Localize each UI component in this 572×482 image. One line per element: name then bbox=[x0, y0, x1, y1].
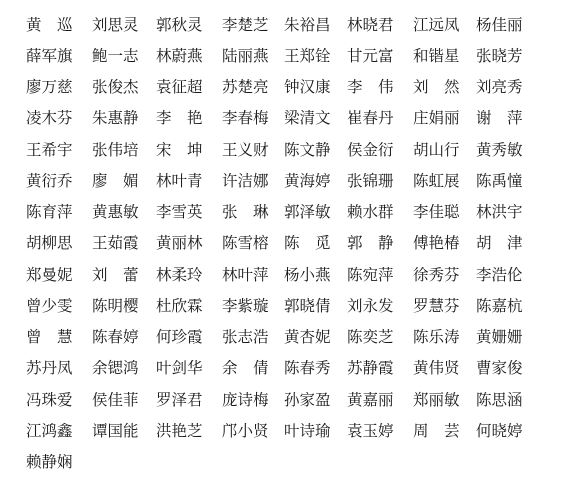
name-entry: 陈虹展 bbox=[413, 172, 460, 190]
name-row bbox=[26, 449, 556, 475]
name-entry: 李浩伦 bbox=[476, 266, 523, 284]
name-entry: 郑曼妮 bbox=[26, 266, 73, 284]
name-entry: 袁征超 bbox=[156, 78, 203, 96]
name-entry: 鲍一志 bbox=[92, 47, 139, 65]
name-entry: 陈春秀 bbox=[284, 359, 331, 377]
name-entry: 罗泽君 bbox=[156, 391, 203, 409]
name-entry: 林柔玲 bbox=[156, 266, 203, 284]
name-row bbox=[26, 324, 556, 350]
name-entry: 钟汉康 bbox=[284, 78, 331, 96]
name-entry: 梁清文 bbox=[284, 109, 331, 127]
name-entry: 郭秋灵 bbox=[156, 16, 203, 34]
name-row bbox=[26, 293, 556, 319]
name-row bbox=[26, 137, 556, 163]
name-row bbox=[26, 168, 556, 194]
name-entry: 刘亮秀 bbox=[476, 78, 523, 96]
name-entry: 黄海婷 bbox=[284, 172, 331, 190]
name-entry: 黄姗姗 bbox=[476, 328, 523, 346]
name-entry: 苏楚亮 bbox=[222, 78, 269, 96]
name-entry: 侯佳菲 bbox=[92, 391, 139, 409]
name-entry: 王希宇 bbox=[26, 141, 73, 159]
name-row bbox=[26, 199, 556, 225]
name-entry: 黄伟贤 bbox=[413, 359, 460, 377]
name-entry: 刘永发 bbox=[347, 297, 394, 315]
name-entry: 张俊杰 bbox=[92, 78, 139, 96]
name-entry: 叶剑华 bbox=[156, 359, 203, 377]
name-entry: 李春梅 bbox=[222, 109, 269, 127]
name-entry: 郑丽敏 bbox=[413, 391, 460, 409]
name-entry: 黄丽林 bbox=[156, 234, 203, 252]
name-entry: 李楚芝 bbox=[222, 16, 269, 34]
name-entry: 胡 津 bbox=[476, 234, 523, 252]
name-entry: 余锶鸿 bbox=[92, 359, 139, 377]
name-entry: 陈雪榕 bbox=[222, 234, 269, 252]
name-entry: 张锦珊 bbox=[347, 172, 394, 190]
name-entry: 陈育萍 bbox=[26, 203, 73, 221]
name-entry: 薛军旗 bbox=[26, 47, 73, 65]
name-entry: 陆丽燕 bbox=[222, 47, 269, 65]
name-entry: 王茹霞 bbox=[92, 234, 139, 252]
name-entry: 袁玉婷 bbox=[347, 422, 394, 440]
name-entry: 傅艳椿 bbox=[413, 234, 460, 252]
name-entry: 陈奕芝 bbox=[347, 328, 394, 346]
name-entry: 陈 觅 bbox=[284, 234, 331, 252]
name-entry: 陈宛萍 bbox=[347, 266, 394, 284]
name-entry: 洪艳芝 bbox=[156, 422, 203, 440]
name-entry: 侯金衍 bbox=[347, 141, 394, 159]
name-entry: 黄衍乔 bbox=[26, 172, 73, 190]
name-entry: 林叶青 bbox=[156, 172, 203, 190]
name-entry: 王郑铨 bbox=[284, 47, 331, 65]
name-entry: 杜欣霖 bbox=[156, 297, 203, 315]
name-entry: 张志浩 bbox=[222, 328, 269, 346]
name-entry: 曾少雯 bbox=[26, 297, 73, 315]
name-entry: 陈春婷 bbox=[92, 328, 139, 346]
name-entry: 刘 蕾 bbox=[92, 266, 139, 284]
name-entry: 李 艳 bbox=[156, 109, 203, 127]
name-entry: 胡柳思 bbox=[26, 234, 73, 252]
name-entry: 孙家盈 bbox=[284, 391, 331, 409]
name-entry: 廖 媚 bbox=[92, 172, 139, 190]
name-entry: 陈明樱 bbox=[92, 297, 139, 315]
name-row bbox=[26, 74, 556, 100]
name-entry: 陈思涵 bbox=[476, 391, 523, 409]
name-entry: 李紫璇 bbox=[222, 297, 269, 315]
name-entry: 张 琳 bbox=[222, 203, 269, 221]
name-entry: 杨小燕 bbox=[284, 266, 331, 284]
name-entry: 余 倩 bbox=[222, 359, 269, 377]
name-row bbox=[26, 105, 556, 131]
name-entry: 徐秀芬 bbox=[413, 266, 460, 284]
name-entry: 何晓婷 bbox=[476, 422, 523, 440]
name-entry: 周 芸 bbox=[413, 422, 460, 440]
name-entry: 林蔚燕 bbox=[156, 47, 203, 65]
name-row bbox=[26, 12, 556, 38]
name-entry: 陈禹憧 bbox=[476, 172, 523, 190]
name-entry: 林洪宇 bbox=[476, 203, 523, 221]
name-entry: 杨佳丽 bbox=[476, 16, 523, 34]
name-entry: 李 伟 bbox=[347, 78, 394, 96]
name-entry: 郭晓倩 bbox=[284, 297, 331, 315]
name-entry: 朱裕昌 bbox=[284, 16, 331, 34]
name-entry: 曾 慧 bbox=[26, 328, 73, 346]
name-entry: 庞诗梅 bbox=[222, 391, 269, 409]
name-row bbox=[26, 262, 556, 288]
name-entry: 陈文静 bbox=[284, 141, 331, 159]
name-entry: 赖水群 bbox=[347, 203, 394, 221]
name-entry: 何珍霞 bbox=[156, 328, 203, 346]
name-entry: 刘思灵 bbox=[92, 16, 139, 34]
name-entry: 胡山行 bbox=[413, 141, 460, 159]
name-entry: 和锴星 bbox=[413, 47, 460, 65]
name-entry: 江远凤 bbox=[413, 16, 460, 34]
name-entry: 叶诗瑜 bbox=[284, 422, 331, 440]
name-entry: 黄 巡 bbox=[26, 16, 73, 34]
name-entry: 廖万慈 bbox=[26, 78, 73, 96]
name-entry: 甘元富 bbox=[347, 47, 394, 65]
name-entry: 陈嘉杭 bbox=[476, 297, 523, 315]
name-entry: 苏静霞 bbox=[347, 359, 394, 377]
name-entry: 陈乐涛 bbox=[413, 328, 460, 346]
name-entry: 曹家俊 bbox=[476, 359, 523, 377]
name-entry: 王义财 bbox=[222, 141, 269, 159]
name-entry: 罗慧芬 bbox=[413, 297, 460, 315]
name-entry: 黄杏妮 bbox=[284, 328, 331, 346]
name-entry: 苏丹凤 bbox=[26, 359, 73, 377]
name-entry: 郭泽敏 bbox=[284, 203, 331, 221]
name-entry: 凌木芬 bbox=[26, 109, 73, 127]
name-row bbox=[26, 418, 556, 444]
name-entry: 李佳聪 bbox=[413, 203, 460, 221]
name-entry: 黄秀敏 bbox=[476, 141, 523, 159]
name-row bbox=[26, 230, 556, 256]
name-entry: 张晓芳 bbox=[476, 47, 523, 65]
name-entry: 刘 然 bbox=[413, 78, 460, 96]
name-entry: 张伟培 bbox=[92, 141, 139, 159]
name-entry: 崔春丹 bbox=[347, 109, 394, 127]
name-row bbox=[26, 387, 556, 413]
name-entry: 黄嘉丽 bbox=[347, 391, 394, 409]
name-entry: 冯珠爱 bbox=[26, 391, 73, 409]
name-row bbox=[26, 355, 556, 381]
name-entry: 黄惠敏 bbox=[92, 203, 139, 221]
name-row bbox=[26, 43, 556, 69]
name-entry: 江鸿鑫 bbox=[26, 422, 73, 440]
name-entry: 许洁娜 bbox=[222, 172, 269, 190]
name-entry: 庄娟丽 bbox=[413, 109, 460, 127]
name-entry: 邝小贤 bbox=[222, 422, 269, 440]
name-entry: 郭 静 bbox=[347, 234, 394, 252]
name-entry: 谢 萍 bbox=[476, 109, 523, 127]
name-entry: 朱惠静 bbox=[92, 109, 139, 127]
name-entry: 谭国能 bbox=[92, 422, 139, 440]
name-entry: 林晓君 bbox=[347, 16, 394, 34]
name-entry: 李雪英 bbox=[156, 203, 203, 221]
name-entry: 赖静娴 bbox=[26, 453, 73, 471]
name-entry: 宋 坤 bbox=[156, 141, 203, 159]
name-entry: 林叶萍 bbox=[222, 266, 269, 284]
